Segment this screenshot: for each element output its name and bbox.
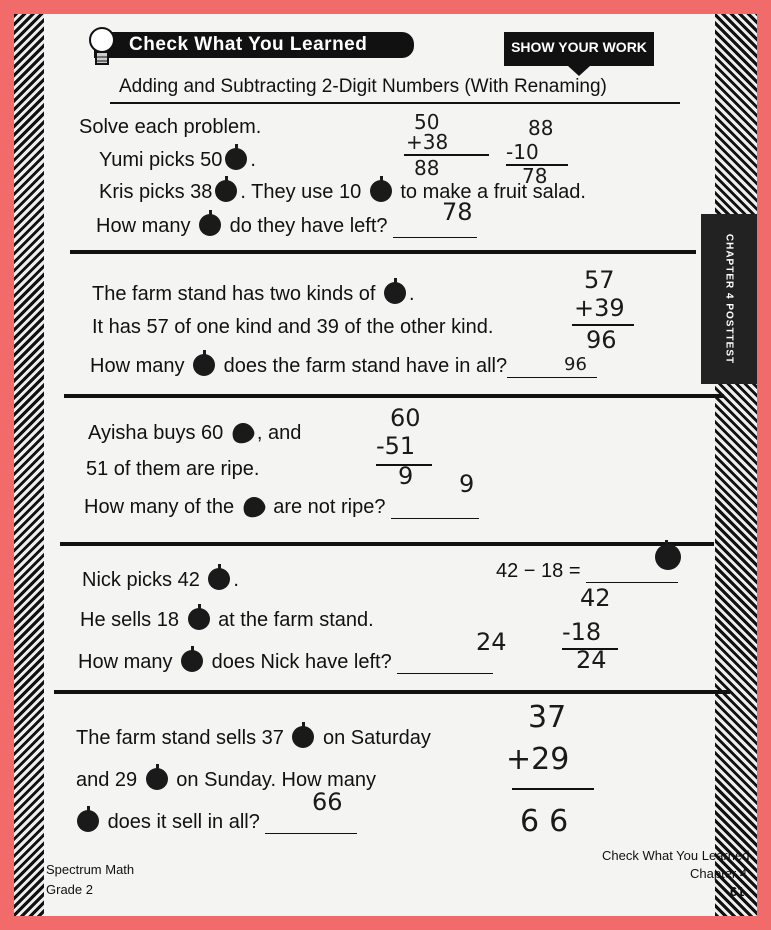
problem1-work-f: 78 [522,164,548,188]
problem1-line1: Yumi picks 50 . [99,149,256,171]
problem2-work-c: 96 [586,326,617,354]
apple-icon [292,726,314,748]
apple-icon [208,568,230,590]
right-border-stripes [715,14,757,916]
chapter-posttest-tab [701,214,757,384]
problem3-work-a: 60 [390,404,421,432]
left-border-stripes [14,14,44,916]
problem2-line2: It has 57 of one kind and 39 of the other kind. [92,316,494,338]
problem2-answer: 96 [564,354,587,375]
problem2-work-b: +39 [574,294,625,322]
apple-icon [193,354,215,376]
footer-right-title: Check What You Learned [602,848,750,863]
apple-icon [655,544,681,570]
problem4-work-b: -18 [562,618,602,646]
problem2-question: How many does the farm stand have in all? [90,354,597,378]
problem3-answer: 9 [459,470,475,498]
section-divider [70,250,696,254]
problem3-work-b: -51 [376,432,416,460]
problem5-line2: and 29 on Sunday. How many [76,769,377,791]
problem2-line1: The farm stand has two kinds of . [92,283,415,305]
problem1-work-c: 88 [414,156,440,180]
apple-icon [225,148,247,170]
problem1-work-b: +38 [406,130,449,154]
strawberry-icon [240,494,268,520]
problem5-work-a: 37 [528,700,567,735]
strawberry-icon [229,420,257,446]
subtitle-underline [110,102,680,104]
worksheet-page [14,14,757,916]
problem2-work-a: 57 [584,266,615,294]
problem3-work-c: 9 [398,462,414,490]
work-line [512,788,594,790]
problem3-line2: 51 of them are ripe. [86,458,260,480]
answer-blank[interactable] [265,815,357,834]
page-number: 61 [730,884,745,899]
apple-icon [146,768,168,790]
apple-icon [77,810,99,832]
apple-icon [384,282,406,304]
footer-grade: Grade 2 [46,882,93,897]
problem4-equation: 42 − 18 = [496,560,678,583]
problem1-work-a: 50 [414,110,440,134]
chapter-tab-label: CHAPTER 4 POSTTEST [723,233,735,365]
problem4-work-c: 24 [576,646,607,674]
problem3-question: How many of the are not ripe? [84,496,479,519]
banner-title: Check What You Learned [129,34,368,55]
apple-icon [215,180,237,202]
page-subtitle: Adding and Subtracting 2-Digit Numbers (With Renaming) [119,76,607,97]
problem4-work-a: 42 [580,584,611,612]
apple-icon [199,214,221,236]
problem1-line2: Kris picks 38 . They use 10 to make a fruit salad. [99,181,586,203]
problem1-work-e: -10 [506,140,539,164]
problem4-line2: He sells 18 at the farm stand. [80,609,374,631]
answer-blank[interactable] [397,655,493,674]
apple-icon [370,180,392,202]
problem1-answer: 78 [442,198,473,226]
apple-icon [188,608,210,630]
problem5-question: does it sell in all? [74,810,357,834]
section-divider [54,690,730,694]
instructions: Solve each problem. [79,116,262,138]
problem1-question: How many do they have left? [96,214,477,238]
problem5-answer: 66 [312,788,343,816]
show-your-work-label: SHOW YOUR WORK [504,32,654,66]
section-divider [60,542,714,546]
problem5-work-c: 66 [520,804,579,839]
problem4-answer: 24 [476,628,507,656]
problem3-line1: Ayisha buys 60 , and [88,422,301,445]
problem4-question: How many does Nick have left? [78,650,493,674]
problem5-line1: The farm stand sells 37 on Saturday [76,727,431,749]
apple-icon [181,650,203,672]
problem1-work-d: 88 [528,116,554,140]
problem4-line1: Nick picks 42 . [82,569,239,591]
section-divider [64,394,724,398]
footer-brand: Spectrum Math [46,862,135,877]
footer-chapter: Chapter 4 [690,866,748,881]
problem5-work-b: +29 [506,742,570,777]
answer-blank[interactable] [391,500,479,519]
lightbulb-icon [86,26,118,70]
